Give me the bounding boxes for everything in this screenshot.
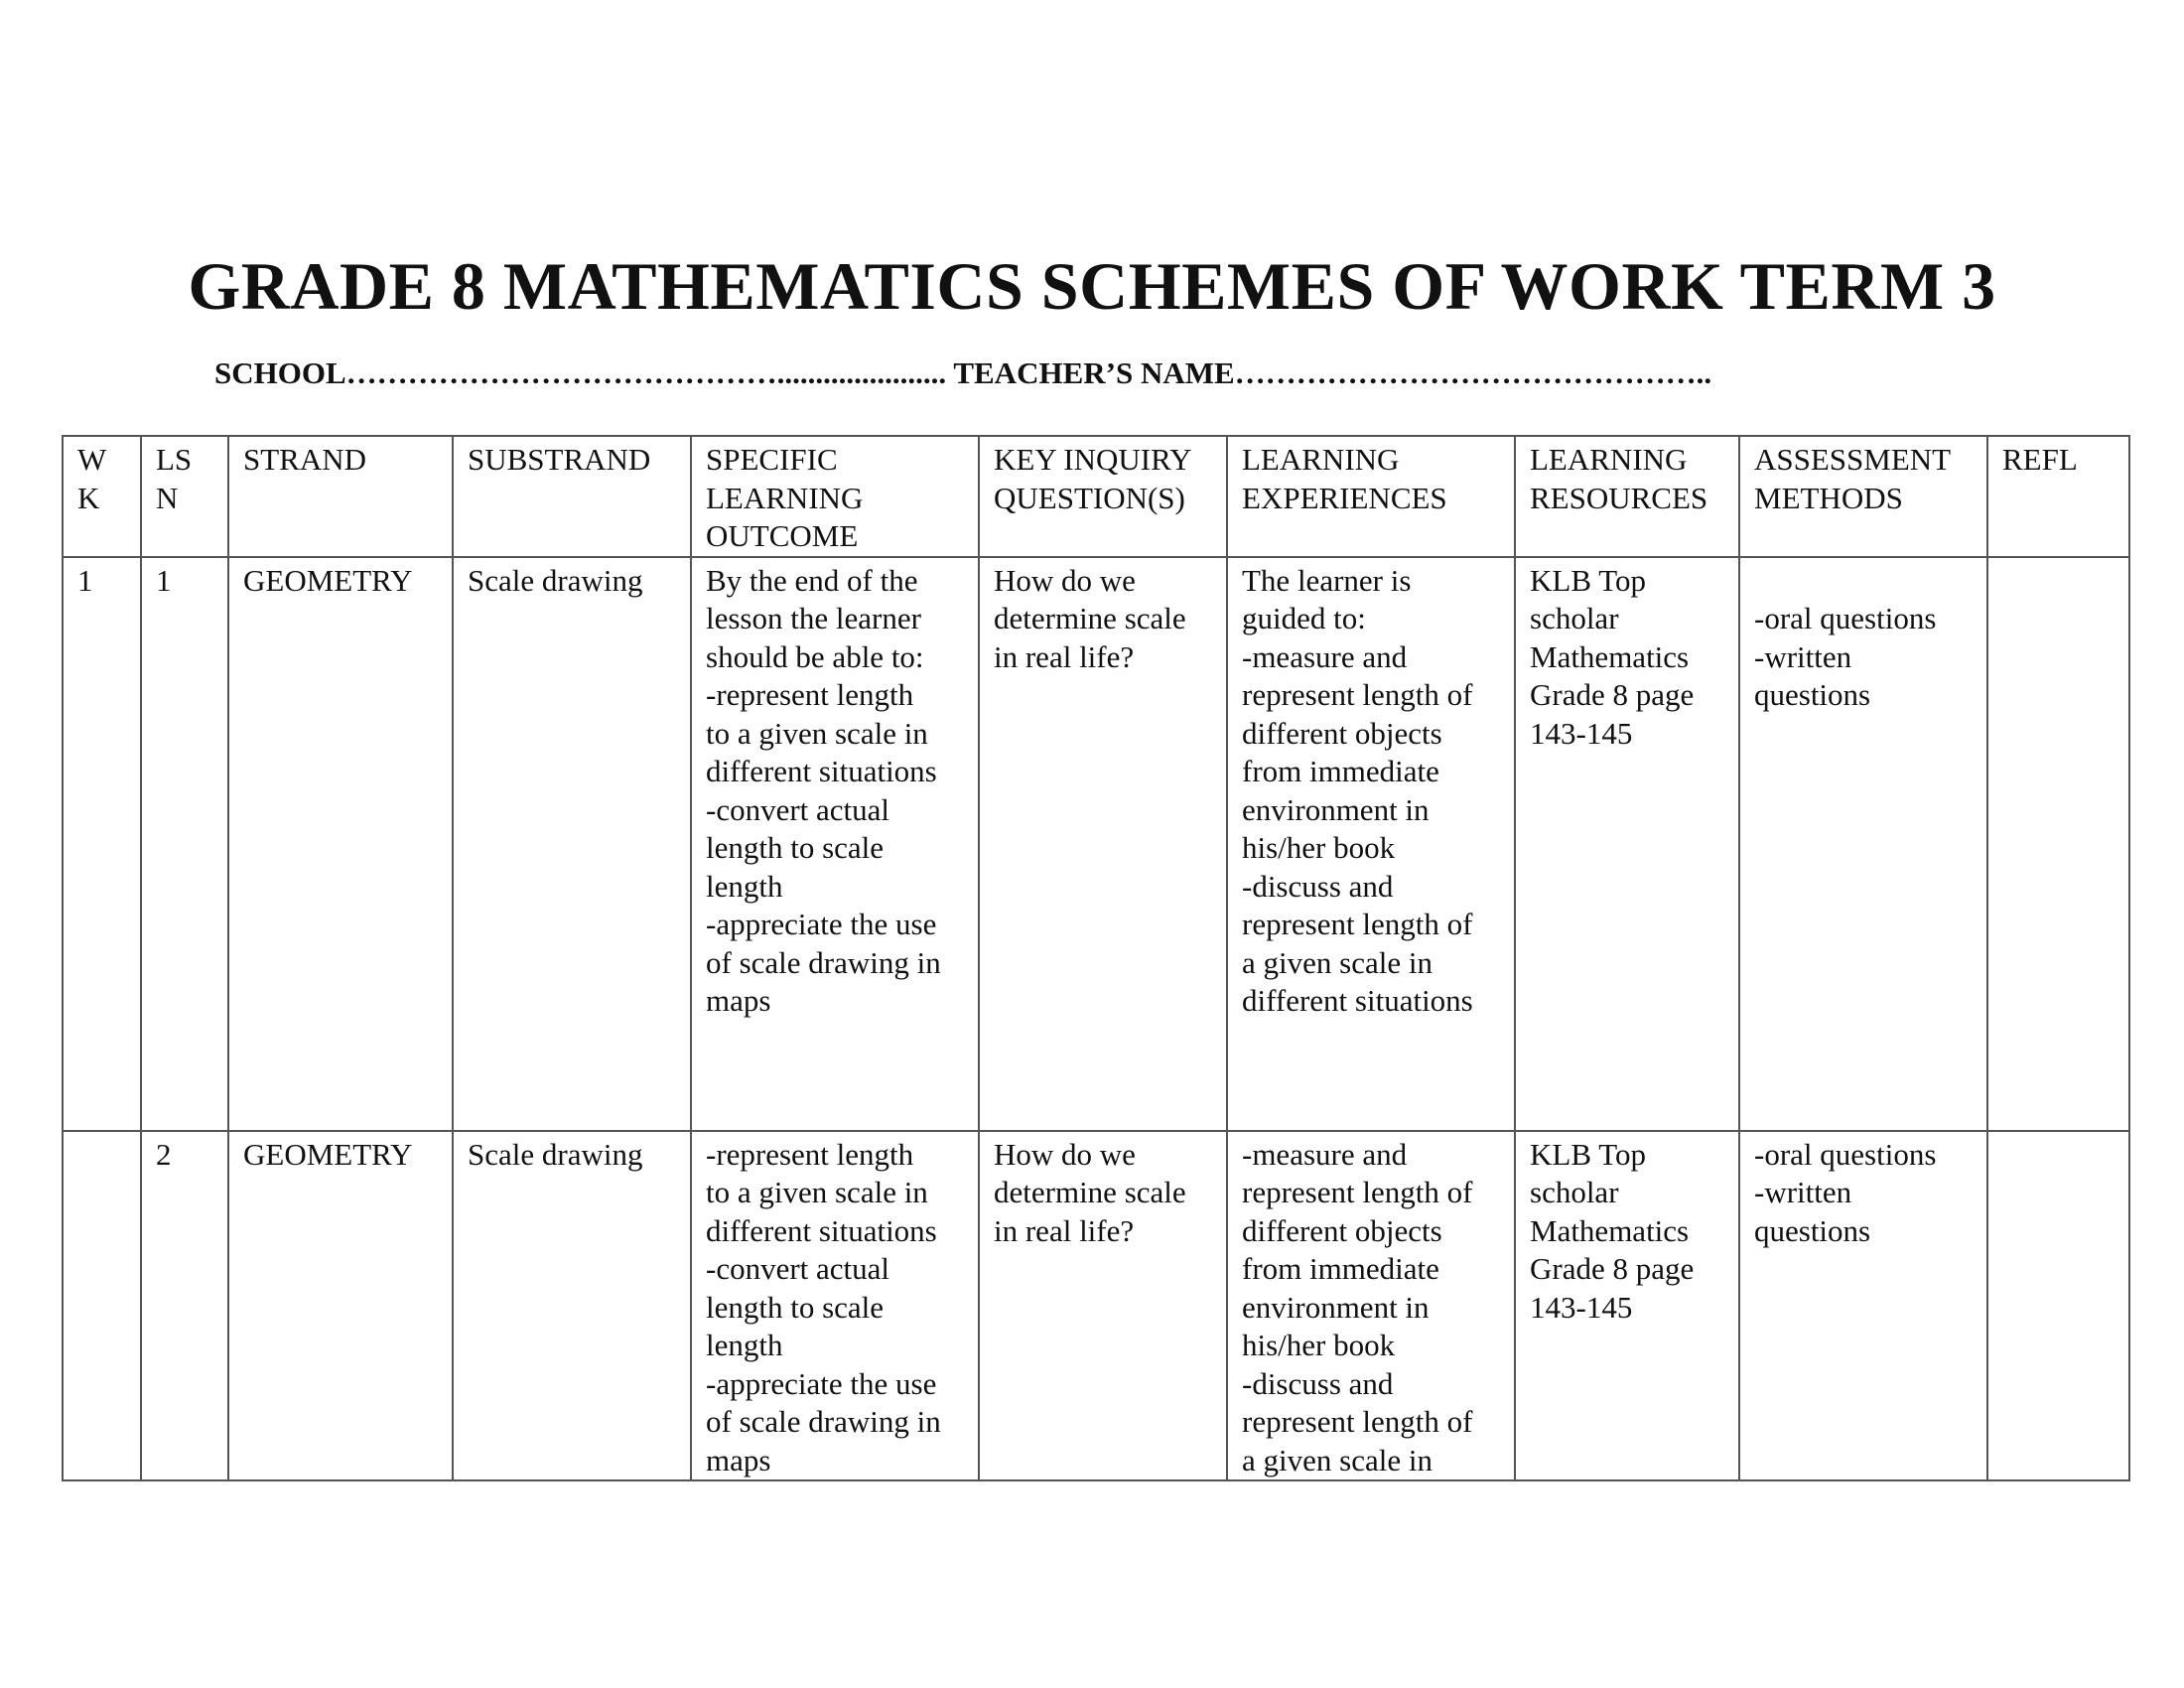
cell-substrand: Scale drawing: [453, 557, 691, 1131]
cell-key-inquiry-question: How do we determine scale in real life?: [979, 1131, 1227, 1481]
cell-learning-resources: KLB Top scholar Mathematics Grade 8 page 143-145: [1515, 557, 1739, 1131]
cell-specific-learning-outcome: -represent length to a given scale in different situations -convert actual length to scale length -appreciate the use of scale drawing in maps: [691, 1131, 979, 1481]
cell-week: [63, 1131, 141, 1481]
cell-assessment-methods: -oral questions -written questions: [1739, 1131, 1987, 1481]
cell-learning-resources: KLB Top scholar Mathematics Grade 8 page 143-145: [1515, 1131, 1739, 1481]
header-lesson: LS N: [141, 436, 228, 557]
header-substrand: SUBSTRAND: [453, 436, 691, 557]
header-strand: STRAND: [228, 436, 453, 557]
header-learning-experiences: LEARNING EXPERIENCES: [1227, 436, 1515, 557]
cell-substrand: Scale drawing: [453, 1131, 691, 1481]
table-row: [63, 1131, 2129, 1481]
header-assessment-methods: ASSESSMENT METHODS: [1739, 436, 1987, 557]
cell-reflection: [1987, 1131, 2129, 1481]
cell-lesson: 1: [141, 557, 228, 1131]
cell-week: 1: [63, 557, 141, 1131]
cell-assessment-methods: -oral questions -written questions: [1739, 557, 1987, 1131]
school-teacher-header: SCHOOL……………………………………...................... TEACHER’S NAME………………………………………..: [214, 355, 1712, 390]
cell-strand: GEOMETRY: [228, 557, 453, 1131]
cell-strand: GEOMETRY: [228, 1131, 453, 1481]
header-learning-resources: LEARNING RESOURCES: [1515, 436, 1739, 557]
cell-learning-experiences: The learner is guided to: -measure and represent length of different objects from immediate environment in his/her book -discuss and represent length of a given scale in different situations: [1227, 557, 1515, 1131]
table-row: [63, 557, 2129, 1131]
cell-specific-learning-outcome: By the end of the lesson the learner should be able to: -represent length to a given scale in different situations -convert actual length to scale length -appreciate the use of scale drawing in maps: [691, 557, 979, 1131]
cell-learning-experiences: -measure and represent length of different objects from immediate environment in his/her book -discuss and represent length of a given scale in: [1227, 1131, 1515, 1481]
header-specific-learning-outcome: SPECIFIC LEARNING OUTCOME: [691, 436, 979, 557]
header-week: W K: [63, 436, 141, 557]
cell-key-inquiry-question: How do we determine scale in real life?: [979, 557, 1227, 1131]
scheme-of-work-table: [62, 435, 2130, 1481]
cell-lesson: 2: [141, 1131, 228, 1481]
cell-reflection: [1987, 557, 2129, 1131]
header-key-inquiry-questions: KEY INQUIRY QUESTION(S): [979, 436, 1227, 557]
table-header-row: [63, 436, 2129, 557]
page-title: GRADE 8 MATHEMATICS SCHEMES OF WORK TERM 3: [188, 248, 1996, 324]
header-reflection: REFL: [1987, 436, 2129, 557]
